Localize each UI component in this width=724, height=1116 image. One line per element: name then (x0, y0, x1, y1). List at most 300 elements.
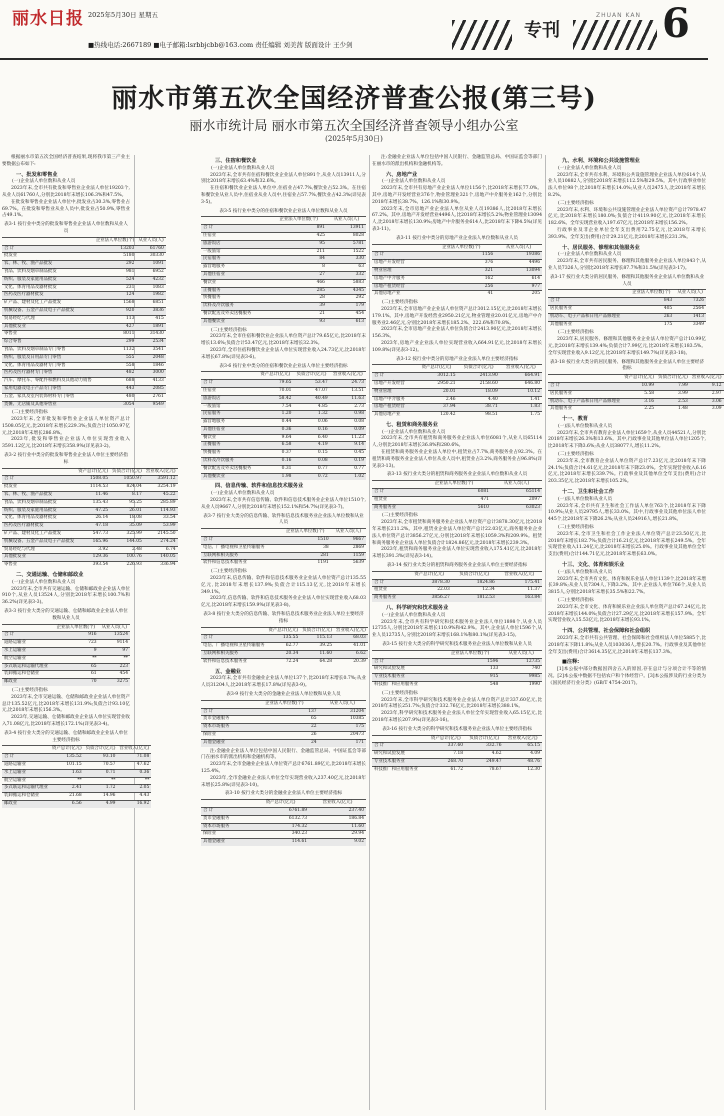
table-cell: 6851 (136, 300, 165, 308)
table-cell: 5883 (327, 279, 366, 287)
table-cell: 6.74 (144, 546, 178, 554)
table-cell: ** (53, 655, 98, 663)
table-cell: 454 (327, 310, 366, 318)
table-cell: 零售业 (2, 562, 76, 569)
table-cell: 114.93 (144, 507, 178, 515)
table-row (372, 743, 542, 751)
table-cell: 保险业 (201, 731, 250, 739)
table-cell: 多式联运和运输代理业 (2, 663, 53, 671)
table-row (372, 396, 542, 404)
table-row (2, 769, 151, 777)
table-cell: 水上运输业 (2, 648, 53, 656)
table-cell: 9549 (136, 401, 165, 408)
table-cell: 食品、饮料及烟草制品专门零售 (2, 346, 94, 354)
paragraph: 在租赁和商务服务业企业法人单位中,租赁业占7.7%,商务服务业占92.3%。在租赁和商务服务业企业法人单位从业人员中,租赁业占3.2%,商务服务业占96.8%(详见表3-13)。 (372, 450, 542, 469)
table-cell: 916 (53, 632, 98, 640)
paragraph: 2023年末,居民服务、修理和其他服务业企业法人单位资产总计10.99亿元,比2018年末增长139.4%;负债合计7.99亿元,比2018年末增长183.5%。全年实现营业收入9.12亿元,比2018年末增长149.7%(详见表3-18)。 (548, 337, 706, 356)
table-cell: 2097 (491, 496, 542, 504)
table-header-cell (201, 372, 257, 380)
table-cell: 纺织、服装及日用品专门零售 (2, 354, 94, 362)
table-cell: 21 (270, 310, 327, 318)
table-header-cell: 资产总计(亿元) (427, 735, 465, 743)
table-cell: 软件和信息技术服务业 (201, 658, 266, 665)
table-header-cell: 企业法人单位数(个) (280, 529, 331, 537)
table-cell: 其他金融业 (201, 839, 252, 846)
table-cell: 食品、饮料及烟草制品批发 (2, 499, 76, 507)
table-cell: 97 (99, 648, 130, 656)
table-cell: 6.62 (334, 651, 368, 659)
table-cell: 135.52 (50, 754, 84, 762)
table-cell: 24.73 (330, 380, 366, 388)
column-2 (139, 155, 366, 1113)
table-cell: 231 (94, 284, 137, 292)
table-row (372, 681, 542, 688)
table-cell: 租赁业 (372, 587, 407, 595)
table-cell: 95 (270, 240, 327, 248)
table-header-row (201, 627, 368, 635)
table-cell: 房地产租赁经营 (372, 404, 415, 412)
table-cell: 居民服务业 (548, 390, 622, 398)
table-row (2, 793, 151, 801)
table-row (201, 739, 366, 746)
table-cell: 2950.21 (415, 380, 457, 388)
table-cell: 115.13 (300, 635, 334, 643)
table-caption: 表3-16 按行业大类分的科学研究和技术服务业企业法人单位主要经济指标 (382, 726, 532, 732)
table-row (201, 724, 366, 732)
section-heading: 四、信息传输、软件和信息技术服务业 (215, 483, 304, 490)
paragraph: 2023年末,水利、环境和公共设施管理业企业法人单位资产总计7978.47亿元,比2018年末增长180.0%;负债合计4119.90亿元,比2018年末增长182.6%。全年实现营业收入197.67亿元,比2018年末增长156.2%。 (548, 207, 706, 227)
paragraph: 2023年末,全市批发和零售业企业法人单位资产总计1508.05亿元,比2018年末增长229.3%;负债合计1050.97亿元,比2018年末增长286.8%。 (2, 417, 130, 436)
paragraph: 2023年末,全市房地产业企业法人单位从业人员19386人,比2018年末增长67.2%。其中,房地产开发经营业4496人,比2018年末增长5.2%;物业管理业13094人,比2018年末增长130.9%;房地产中介服务业614人,比2018年末下降4.5%(详见表3-11)。 (372, 206, 542, 232)
subsection-heading: (二)主要经济指标 (12, 687, 48, 693)
table-cell: 101.15 (50, 761, 84, 769)
data-table (372, 650, 542, 689)
table-cell: 3.92 (76, 546, 110, 554)
table-row (548, 382, 724, 390)
table-header-cell: 从业人员(人) (327, 217, 366, 225)
paragraph: 2023年,科学研究和技术服务业企业法人单位全年实现营业收入65.15亿元,比2018年末增长207.9%(详见表3-16)。 (372, 711, 542, 723)
table-cell: 9 (53, 648, 98, 656)
table-cell: 农、林、牧、渔产品批发 (2, 261, 94, 269)
subsection-heading: (二)主要经济指标 (558, 330, 594, 336)
table-cell: 555 (94, 354, 137, 362)
table-header-cell (372, 650, 440, 658)
table-cell: 40.49 (293, 395, 329, 403)
table-cell: 20.39 (334, 658, 368, 665)
table-row (372, 658, 542, 666)
table-row (372, 766, 542, 773)
subsection-heading: (一)企业法人单位数和从业人员 (558, 165, 622, 171)
table-cell: 1824.86 (452, 579, 497, 587)
table-cell: 18.08 (110, 515, 144, 523)
table-cell: 321 (427, 267, 495, 275)
table-cell: 1.98 (257, 473, 293, 480)
table-cell: 1114.53 (76, 484, 110, 492)
data-table (372, 364, 542, 419)
table-cell: 露营地服务 (201, 419, 257, 427)
table-cell: 2869 (331, 544, 366, 552)
table-cell: 0.72 (293, 473, 329, 480)
paragraph: 2023年末,全市科学研究和技术服务业企业法人单位资产总计337.60亿元,比2018年末增长251.7%;负债合计332.76亿元,比2018年末增长388.1%。 (372, 697, 542, 710)
table-cell: 11.60 (300, 651, 334, 659)
table-cell: 道路运输业 (2, 640, 53, 648)
table-cell: 63023 (491, 504, 542, 511)
table-cell: 39 (270, 303, 327, 311)
table-cell: 邮政业 (2, 679, 53, 686)
table-row (2, 761, 151, 769)
table-header-row (548, 375, 724, 383)
section-heading: 十四、公共管理、社会保障和社会组织 (562, 628, 651, 635)
data-table (201, 216, 366, 325)
table-cell: 6952 (136, 268, 165, 276)
table-cell: 100.76 (110, 554, 144, 562)
table-cell: 237.40 (309, 807, 366, 815)
table-cell: 114.61 (252, 839, 309, 846)
section-title: 专刊 (524, 20, 560, 41)
table-cell: 415 (136, 315, 165, 323)
table-cell: 3054 (94, 401, 137, 408)
subsection-heading: (二)主要经济指标 (558, 598, 594, 604)
table-row (201, 552, 366, 560)
table-header-cell (201, 217, 270, 225)
table-cell: 45.22 (144, 492, 178, 500)
table-row (372, 579, 542, 587)
table-cell: 4.09 (504, 751, 542, 759)
table-cell: 3591.12 (144, 476, 178, 484)
table-caption: 表3-10 按行业大类分的金融业企业法人单位主要经济指标 (224, 791, 343, 797)
table-row (201, 658, 368, 665)
table-cell: 农、林、牧、渔产品批发 (2, 492, 76, 500)
table-cell: 393.54 (76, 562, 110, 569)
subsection-heading: (一)企业法人单位数和从业人员 (12, 579, 76, 585)
table-header-cell (2, 237, 94, 245)
table-cell: 4133 (136, 378, 165, 386)
table-cell: 0.37 (257, 450, 293, 458)
table-cell: 1.83 (500, 404, 542, 412)
table-cell: 0.16 (293, 426, 329, 434)
table-cell: 41.01 (334, 643, 368, 651)
table-caption: 表3-1 按行业中类分的批发和零售业企业法人单位数和从业人员 (4, 222, 128, 234)
table-cell: 物业管理 (372, 267, 427, 275)
masthead (0, 0, 708, 60)
table-row (372, 252, 542, 260)
table-cell: 2.53 (656, 398, 690, 406)
table-header-cell: 负债合计(亿元) (300, 627, 334, 635)
table-header-cell: 资产总计(亿元) (415, 365, 457, 373)
table-cell: 84 (270, 256, 327, 264)
table-header-cell: 营业收入(亿元) (117, 746, 151, 754)
table-cell: 租赁业 (372, 496, 417, 504)
table-cell: 合 计 (201, 380, 257, 388)
table-cell: 4.99 (84, 800, 118, 807)
table-row (548, 313, 706, 321)
table-cell: 饮料及冷饮服务 (201, 458, 257, 466)
table-cell: 1990 (500, 681, 542, 688)
table-cell: 批发业 (2, 253, 94, 261)
table-cell: 其他金融业 (201, 739, 250, 746)
table-header-cell: 资产总计(亿元) (252, 800, 309, 808)
table-cell: 3541 (136, 346, 165, 354)
subsection-heading: (一)企业法人单位数和从业人员 (382, 179, 446, 185)
table-caption: 表3-11 按行业中类分的房地产业企业法人单位数和从业人员 (395, 235, 519, 241)
table-cell: 9.64 (257, 434, 293, 442)
table-cell: 2534 (136, 339, 165, 347)
table-cell: 0.44 (257, 419, 293, 427)
table-cell: 332.76 (465, 743, 503, 751)
table-row (201, 465, 366, 473)
table-cell: 41 (427, 291, 495, 298)
table-cell: 合 计 (2, 476, 76, 484)
table-cell: 129.36 (76, 554, 110, 562)
table-cell: 162 (427, 275, 495, 283)
table-cell: 6761.89 (252, 807, 309, 815)
table-cell: 1522 (327, 248, 366, 256)
table-row (372, 666, 542, 674)
table-cell: 航空运输业 (2, 655, 53, 663)
table-caption: 表3-7 按行业大类分的信息传输、软件和信息技术服务业企业法人单位数和从业人员 (203, 513, 364, 526)
paragraph: 在住宿和餐饮业企业法人单位中,住宿业占47.7%,餐饮业占52.3%。在住宿和餐饮业从业人员中,住宿业从业人员中,住宿业占57.7%,餐饮业占42.3%(详见表3-5)。 (201, 186, 366, 205)
contact-line: ■热线电话:2667189 ■电子邮箱:lsrbbjcbb@163.com 责任编辑 刘美茜 版面设计 王少剑 (88, 41, 353, 49)
subsection-heading: (一)法人单位数和从业人员 (558, 569, 613, 575)
table-cell: 53.99 (144, 523, 178, 531)
table-cell: 2.48 (110, 546, 144, 554)
table-row (201, 839, 366, 846)
paragraph: 2023年,全市金融业企业法人单位全年实现营业收入237.40亿元,比2018年末增长25.8%(详见表3-10)。 (201, 775, 366, 788)
section-heading: 七、租赁和商务服务业 (386, 421, 438, 428)
table-cell: 274.24 (144, 538, 178, 546)
table-cell: 163.84 (497, 595, 542, 602)
table-cell: 48.76 (504, 758, 542, 766)
table-cell: 27 (270, 271, 327, 279)
table-caption: 表3-13 按行业大类分的租赁和商务服务业企业法人单位数和从业人员 (386, 472, 528, 478)
table-cell: 47.25 (76, 507, 110, 515)
table-cell: 一般旅馆 (201, 248, 270, 256)
paragraph: 2023年末,全市共有房地产业企业法人单位1156个,比2018年末增长77.0%。其中,房地产开发经营业376个,物业管理业321个,房地产中介服务业162个,分别比2018年末增长38.7%、126.1%和30.9%。 (372, 186, 542, 205)
table-header-cell (372, 735, 427, 743)
table-cell: 14.96 (84, 793, 118, 801)
table-header-cell: 从业人员(人) (674, 290, 706, 298)
table-row (201, 232, 366, 240)
table-cell: 524 (94, 276, 137, 284)
table-cell: 专业技术服务业 (372, 674, 440, 682)
table-header-row (372, 481, 542, 489)
table-row (201, 544, 366, 552)
table-cell: 1.32 (293, 411, 329, 419)
table-cell: 174.32 (252, 823, 309, 831)
table-header-cell: 企业法人单位数(个) (417, 481, 491, 489)
table-cell: 843 (628, 298, 674, 306)
table-cell: 70.57 (84, 761, 118, 769)
table-cell: 249.47 (465, 758, 503, 766)
table-cell: 1812.53 (452, 595, 497, 602)
column-1 (2, 155, 176, 1113)
table-cell: 2.41 (50, 785, 84, 793)
data-table (372, 571, 542, 602)
section-heading: 二、交通运输、仓储和邮政业 (16, 572, 84, 579)
table-cell: 7326 (674, 298, 706, 306)
table-cell: 其他房地产业 (372, 412, 415, 419)
table-header-cell: 负债合计(亿元) (293, 372, 329, 380)
section-heading: 八、科学研究和技术服务业 (386, 605, 449, 612)
table-header-cell: 资产总计(亿元) (50, 746, 84, 754)
table-cell: 137 (250, 708, 319, 716)
table-cell: 其他服务业 (548, 406, 622, 413)
table-cell: 饮料及冷饮服务 (201, 303, 270, 311)
table-header-cell: 从业人员(人) (500, 650, 542, 658)
table-cell: 6.56 (50, 800, 84, 807)
table-caption: 表3-8 按行业大类分的信息传输、软件和信息技术服务业企业法人单位主要经济指标 (203, 612, 364, 624)
paragraph: 在批发和零售业企业法人单位中,批发业占30.3%,零售业占69.7%。在批发和零售业从业人员中,批发业占50.9%,零售业占49.1%。 (2, 199, 130, 219)
table-cell: 113 (94, 315, 137, 323)
table-cell: 175.41 (497, 579, 542, 587)
table-row (372, 587, 542, 595)
intro-paragraph: 根据丽水市第五次全国经济普查结果,现将我市第三产业主要数据公布如下: (2, 155, 130, 167)
data-table (201, 799, 366, 846)
table-row (2, 648, 130, 656)
table-cell: 研究和试验发展 (372, 751, 427, 759)
table-row (2, 632, 130, 640)
subsection-heading: (一)法人单位数和从业人员 (558, 496, 613, 502)
table-cell: 11.46 (76, 492, 110, 500)
paragraph: 2023年末,全市房地产业企业法人单位负债合计2413.90亿元,比2018年末增长156.3%。 (372, 327, 542, 340)
table-row (372, 595, 542, 602)
table-cell: 1.63 (50, 769, 84, 777)
subheadline: 丽水市统计局 丽水市第五次全国经济普查领导小组办公室 (189, 119, 519, 134)
paragraph: 2023年末,全市共有交通运输、仓储和邮政业企业法人单位910个,从业人员13524人,分别比2018年末增长100.7%和36.2%(详见表3-3)。 (2, 586, 130, 606)
table-cell: 五金、家具及室内装饰材料专门零售 (2, 393, 94, 401)
table-caption: 表3-18 按行业大类分的居民服务、修理和其他服务业企业法人单位主要经济指标 (549, 359, 705, 372)
table-cell: 37.94 (415, 404, 457, 412)
table-row (201, 419, 366, 427)
data-table (548, 374, 724, 413)
table-cell: 53.47 (293, 380, 329, 388)
table-row (201, 256, 366, 264)
table-row (548, 305, 706, 313)
table-cell: 文化、体育用品及器材专门零售 (2, 362, 94, 370)
table-cell: 6081 (417, 489, 491, 497)
table-cell: 47.07 (293, 387, 329, 395)
table-cell: 其他住宿业 (201, 271, 270, 279)
table-cell: 226.93 (110, 562, 144, 569)
table-row (201, 318, 366, 325)
table-header-cell: 从业人员(人) (136, 237, 165, 245)
table-cell: 合 计 (372, 579, 407, 587)
table-header-cell (372, 481, 417, 489)
table-cell: 26.01 (110, 507, 144, 515)
table-cell: ** (117, 777, 151, 785)
table-cell: 保险业 (201, 831, 252, 839)
table-row (372, 489, 542, 497)
table-cell: 915 (440, 674, 500, 682)
table-cell: 29.94 (309, 831, 366, 839)
table-cell: 一般旅馆 (201, 403, 257, 411)
table-cell: 3275 (99, 679, 130, 686)
table-row (201, 434, 366, 442)
table-cell: 1508.05 (76, 476, 110, 484)
table-cell: 机动车、电子产品和日用产品修理业 (548, 398, 622, 406)
table-cell: 1083 (136, 284, 165, 292)
table-row (201, 287, 366, 295)
table-header-cell (201, 700, 250, 708)
table-cell: 26 (250, 731, 319, 739)
table-cell: 688 (94, 378, 137, 386)
table-cell: 民宿服务 (201, 411, 257, 419)
table-cell: 软件和信息技术服务业 (201, 560, 280, 567)
table-cell: 机动车、电子产品和日用产品修理业 (548, 313, 628, 321)
column-4 (548, 155, 722, 1113)
table-cell: 12735 (500, 658, 542, 666)
table-cell: 资本市场服务 (201, 724, 250, 732)
table-header-cell (548, 375, 622, 383)
table-header-cell: 从业人员(人) (491, 481, 542, 489)
subsection-heading: (二)主要经济指标 (382, 300, 418, 306)
table-cell: 正餐服务 (201, 442, 257, 450)
paragraph: 2023年,信息传输、软件和信息技术服务业企业法人单位实现营业收入68.03亿元,比2018年末增长159.9%(详见表3-8)。 (201, 596, 366, 609)
data-table (2, 624, 130, 686)
paragraph: 2023年末,全市住宿和餐饮业企业法人单位资产总计79.65亿元,比2018年末增长13.6%;负债合计53.47亿元,比2018年末增长32.3%。 (201, 334, 366, 347)
table-row (201, 716, 366, 724)
subsection-heading: (二)主要经济指标 (558, 525, 594, 531)
table-cell: 0.71 (84, 769, 118, 777)
table-cell: 1132 (94, 346, 137, 354)
table-cell: 4345 (327, 287, 366, 295)
table-cell: 其他服务业 (548, 321, 628, 328)
table-cell: 5610 (417, 504, 491, 511)
table-cell: 223 (99, 663, 130, 671)
table-header-cell: 从业人员(人) (495, 244, 542, 252)
table-cell: 0.06 (293, 419, 329, 427)
table-cell: 研究和试验发展 (372, 666, 440, 674)
table-cell: 723 (53, 640, 98, 648)
table-cell: 140.05 (144, 554, 178, 562)
table-header-cell: 企业法人单位数(个) (94, 237, 137, 245)
table-cell: 22 (250, 724, 319, 732)
table-cell: 30330 (136, 253, 165, 261)
table-row (201, 225, 366, 233)
table-cell: 水上运输业 (2, 769, 50, 777)
table-cell: 资本市场服务 (201, 823, 252, 831)
table-cell: 医药及医疗器材批发 (2, 523, 76, 531)
table-cell: 65 (250, 716, 319, 724)
paragraph: 2023年末,全市共有水利、环境和公共设施管理业企业法人单位614个,从业人员10882人,分别比2018年末增长112.5%和29.5%。其中,行政事业单位法人单位98个,比2018年末增长14.0%;从业人员2475人,比2018年末增长8.2%。 (548, 172, 706, 198)
table-header-cell (372, 244, 427, 252)
subsection-heading: (二)主要经济指标 (211, 569, 247, 575)
table-header-cell: 负债合计(亿元) (458, 365, 500, 373)
table-cell: 11.60 (309, 823, 366, 831)
table-row (201, 426, 366, 434)
table-cell: 2761 (136, 393, 165, 401)
table-cell: 合 计 (2, 754, 50, 762)
section-heading: 一、批发和零售业 (16, 171, 58, 178)
table-cell: 8028 (327, 232, 366, 240)
table-cell: 9.02 (309, 839, 366, 846)
newspaper-logo: 丽水日报 (12, 9, 84, 29)
table-row (201, 395, 366, 403)
table-cell: 其他房地产业 (372, 291, 427, 298)
table-cell: 466 (270, 279, 327, 287)
table-header-row (372, 735, 542, 743)
table-cell: 合 计 (201, 225, 270, 233)
table-cell: 13.51 (330, 387, 366, 395)
table-cell: 79.65 (257, 380, 293, 388)
table-cell: 482 (94, 370, 137, 378)
table-cell: 9.14 (330, 442, 366, 450)
table-cell: 64.28 (300, 658, 334, 665)
table-cell: 食品、饮料及烟草制品批发 (2, 268, 94, 276)
table-cell: 合 计 (548, 298, 628, 306)
paragraph: 2023年,租赁和商务服务业企业法人单位实现营业收入175.41亿元,比2018年末增长391.3%(详见表3-14)。 (372, 547, 542, 560)
data-table (201, 627, 368, 666)
